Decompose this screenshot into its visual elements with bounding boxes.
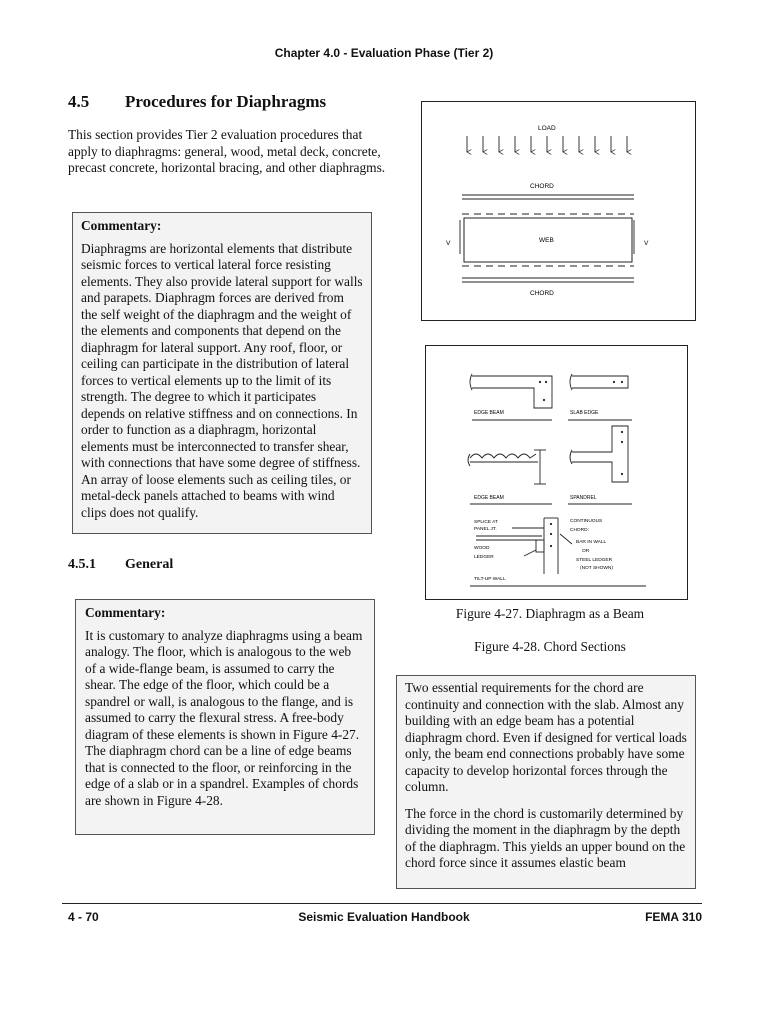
chord-bottom-label: CHORD bbox=[530, 290, 554, 297]
subsection-number: 4.5.1 bbox=[68, 557, 96, 572]
tilt-up-label: TILT-UP WALL bbox=[474, 577, 506, 582]
section-heading bbox=[68, 92, 326, 112]
page-number: 4 - 70 bbox=[68, 910, 99, 924]
commentary-title: Commentary: bbox=[85, 605, 166, 620]
splice-label-1: SPLICE AT bbox=[474, 520, 498, 525]
running-header: Chapter 4.0 - Evaluation Phase (Tier 2) bbox=[274, 46, 494, 60]
bar-label-1: BAR IN WALL bbox=[576, 540, 607, 545]
section-number: 4.5 bbox=[68, 92, 90, 111]
edge-beam-label-1: EDGE BEAM bbox=[474, 410, 504, 416]
footer-rule bbox=[62, 903, 702, 904]
rebar-dots-1 bbox=[539, 381, 547, 401]
intro-paragraph: This section provides Tier 2 evaluation procedures that apply to diaphragms: general, wood, metal deck, concrete, precast concrete, horizontal bracing, and other diaphragms. bbox=[68, 127, 386, 175]
web-label: WEB bbox=[539, 237, 554, 244]
edge-beam-label-2: EDGE BEAM bbox=[474, 495, 504, 501]
figure-4-28-caption: Figure 4-28. Chord Sections bbox=[474, 639, 626, 654]
rebar-dots-2 bbox=[613, 381, 623, 383]
spandrel-label: SPANDREL bbox=[570, 495, 597, 501]
commentary-title: Commentary: bbox=[81, 218, 162, 233]
v-right-label: V bbox=[644, 240, 649, 247]
chord-paragraph-1: Two essential requirements for the chord are continuity and connection with the slab. Almost any building with an edge beam has a potential diaphragm chord. Even if designed for vertical loads only, the beam end connections probably have some capacity to develop horizontal forces through the column. bbox=[405, 680, 687, 794]
section-title: Procedures for Diaphragms bbox=[125, 92, 327, 111]
commentary-box-diaphragms bbox=[72, 212, 372, 534]
chord-top-label: CHORD bbox=[530, 183, 554, 190]
figure-4-27-caption: Figure 4-27. Diaphragm as a Beam bbox=[455, 606, 645, 621]
steel-label-2: (NOT SHOWN) bbox=[580, 566, 613, 571]
chord-sections-diagram bbox=[426, 346, 687, 599]
spandrel-section bbox=[568, 426, 632, 504]
figure-chord-sections bbox=[425, 345, 688, 600]
diaphragm-beam-diagram bbox=[422, 102, 695, 320]
subsection-heading bbox=[68, 557, 173, 573]
commentary-body: It is customary to analyze diaphragms using a beam analogy. The floor, which is analogous to the web of a wide-flange beam, is assumed to carry the shear. The edge of the floor, which could be a spandrel or wall, is analogous to the flange, and is assumed to carry the flexural stress. A free-body diagram of these elements is shown in Figure 4-27. The diaphragm chord can be a line of edge beams that is connected to the floor, or reinforcing in the edge of a slab or in a spandrel. Examples of chords are shown in Figure 4-28. bbox=[85, 627, 363, 808]
rebar-dots-3 bbox=[621, 431, 623, 475]
footer-title: Seismic Evaluation Handbook bbox=[298, 910, 470, 924]
bar-label-2: OR bbox=[582, 549, 590, 554]
chord-requirements-box bbox=[396, 675, 696, 889]
rebar-dots-4 bbox=[550, 523, 552, 547]
slab-edge-label: SLAB EDGE bbox=[570, 410, 599, 416]
wood-label-1: WOOD bbox=[474, 546, 490, 551]
chord-paragraph-2: The force in the chord is customarily determined by dividing the moment in the diaphragm by the depth of the diaphragm. This yields an upper bound on the chord force since it assumes elastic beam bbox=[405, 805, 686, 870]
top-chord bbox=[462, 195, 634, 214]
splice-label-2: PANEL JT. bbox=[474, 527, 497, 532]
figure-diaphragm-as-beam bbox=[421, 101, 696, 321]
v-left-label: V bbox=[446, 240, 451, 247]
commentary-box-general bbox=[75, 599, 375, 835]
continuous-label-1: CONTINUOUS bbox=[570, 519, 603, 524]
footer-doc-id: FEMA 310 bbox=[645, 910, 702, 924]
steel-label-1: STEEL LEDGER bbox=[576, 558, 613, 563]
continuous-label-2: CHORD: bbox=[570, 528, 589, 533]
wood-label-2: LEDGER bbox=[474, 555, 494, 560]
subsection-title: General bbox=[125, 557, 174, 572]
load-label: LOAD bbox=[538, 125, 556, 132]
load-arrows bbox=[467, 136, 627, 152]
commentary-body: Diaphragms are horizontal elements that distribute seismic forces to vertical lateral force resisting elements. They also provide lateral support for walls and parapets. Diaphragm forces are derived from the self weight of the diaphragm and the weight of the elements and components that depend on the diaphragm for lateral support. Any roof, floor, or ceiling can participate in the distribution of lateral forces to vertical elements up to the limit of its strength. The degree to which it participates depends on relative stiffness and on connections. In order to function as a diaphragm, horizontal elements must be interconnected to transfer shear, with connections that have some degree of stiffness. An array of loose elements such as ceiling tiles, or metal-deck panels attached to beams with wind clips does not qualify. bbox=[81, 240, 363, 520]
bottom-chord bbox=[462, 266, 634, 282]
